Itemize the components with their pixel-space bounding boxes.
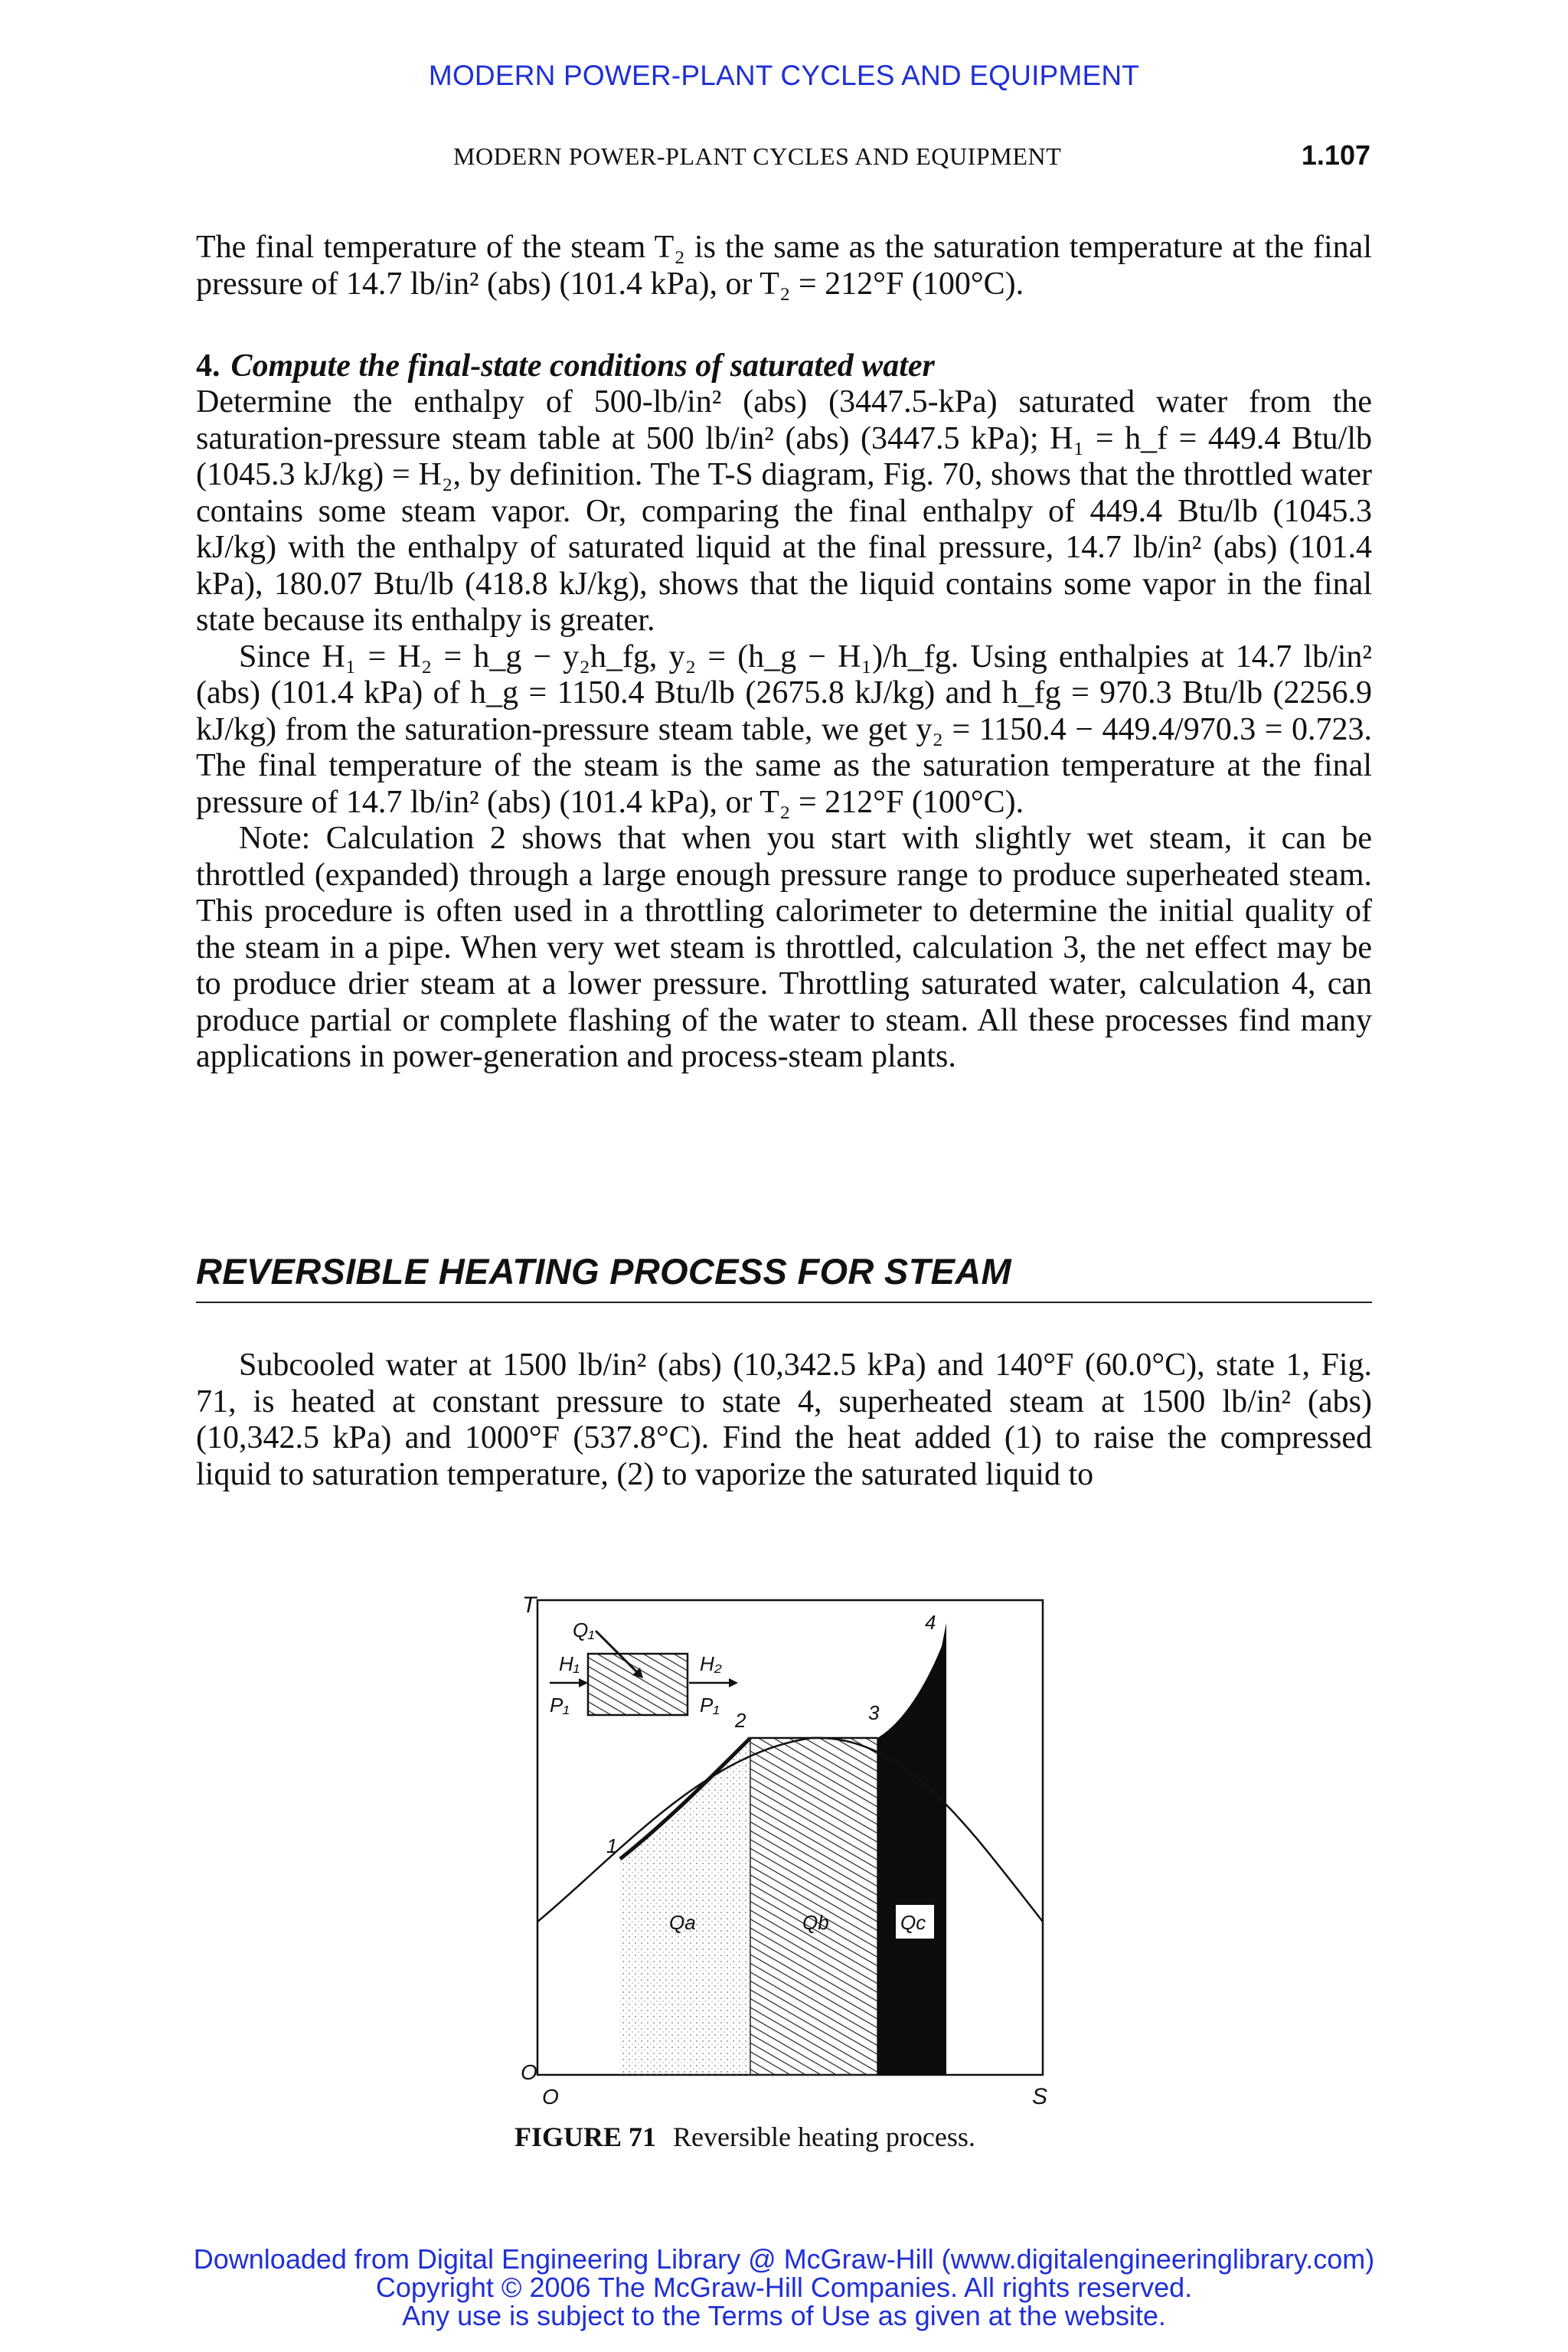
inset-q1: Q₁ xyxy=(573,1619,595,1642)
step-4-body xyxy=(196,384,1372,1076)
axis-label-t: T xyxy=(522,1592,537,1618)
footer-download-line[interactable]: Downloaded from Digital Engineering Library @ McGraw-Hill (www.digitalengineeringlibrary.com) xyxy=(193,2243,1375,2275)
inset-h2: H₂ xyxy=(700,1652,722,1675)
page-number: 1.107 xyxy=(1301,139,1370,171)
region-label-qc: Qc xyxy=(900,1911,926,1934)
section-body xyxy=(196,1348,1372,1493)
origin-label-x: O xyxy=(542,2085,559,2109)
step-4-heading xyxy=(196,348,935,384)
state-label-1: 1 xyxy=(606,1834,618,1857)
region-qc xyxy=(877,1623,946,2075)
paragraph-final-temperature: The final temperature of the steam T₂ is the same as the saturation temperature at the final pressure of 14.7 lb/in² (abs) (101.4 kPa), or T₂ = 212°F (100°C). xyxy=(196,230,1372,302)
figure-caption xyxy=(514,2121,975,2153)
region-label-qb: Qb xyxy=(802,1911,829,1934)
origin-label-y: O xyxy=(521,2060,537,2084)
step-title: Compute the final-state conditions of saturated water xyxy=(230,348,935,384)
figure-number: FIGURE 71 xyxy=(514,2122,657,2152)
running-head: MODERN POWER-PLANT CYCLES AND EQUIPMENT xyxy=(453,142,1062,170)
paragraph-note: Note: Calculation 2 shows that when you start with slightly wet steam, it can be throttled (expanded) through a large enough pressure range to produce superheated steam. This procedure is often used in a throttling calorimeter to determine the initial quality of the steam in a pipe. When very wet steam is throttled, calculation 3, the net effect may be to produce drier steam at a lower pressure. Throttling saturated water, calculation 4, can produce partial or complete flashing of the water to steam. All these processes find many applications in power-generation and process-steam plants. xyxy=(196,821,1372,1074)
region-label-qa: Qa xyxy=(669,1911,696,1934)
figure-caption-text: Reversible heating process. xyxy=(673,2122,975,2152)
axis-label-s: S xyxy=(1032,2084,1048,2109)
paragraph: Subcooled water at 1500 lb/in² (abs) (10,342.5 kPa) and 140°F (60.0°C), state 1, Fig. 71, is heated at constant pressure to state 4, superheated steam at 1500 lb/in² (abs) (10,342.5 kPa) and 1000°F (537.8°C). Find the heat added (1) to raise the compressed liquid to saturation temperature, (2) to vaporize the saturated liquid to xyxy=(196,1348,1372,1492)
inset-p1-out: P₁ xyxy=(700,1694,720,1717)
footer-copyright-line: Copyright © 2006 The McGraw-Hill Companies. All rights reserved. xyxy=(375,2272,1193,2303)
section-heading: REVERSIBLE HEATING PROCESS FOR STEAM xyxy=(196,1250,1372,1303)
state-label-4: 4 xyxy=(925,1611,936,1634)
figure-71-ts-diagram xyxy=(505,1592,1072,2113)
inset-p1-in: P₁ xyxy=(550,1694,570,1717)
paragraph: Determine the enthalpy of 500-lb/in² (abs) (3447.5-kPa) saturated water from the saturation-pressure steam table at 500 lb/in² (abs) (3447.5 kPa); H₁ = h_f = 449.4 Btu/lb (1045.3 kJ/kg) = H₂, by definition. The T-S diagram, Fig. 70, shows that the throttled water contains some steam vapor. Or, comparing the final enthalpy of 449.4 Btu/lb (1045.3 kJ/kg) with the enthalpy of saturated liquid at the final pressure, 14.7 lb/in² (abs) (101.4 kPa), 180.07 Btu/lb (418.8 kJ/kg), shows that the liquid contains some vapor in the final state because its enthalpy is greater. xyxy=(196,384,1372,638)
footer-terms-line[interactable]: Any use is subject to the Terms of Use as given at the website. xyxy=(402,2300,1166,2331)
download-banner: MODERN POWER-PLANT CYCLES AND EQUIPMENT xyxy=(428,60,1140,91)
paragraph: Since H₁ = H₂ = h_g − y₂h_fg, y₂ = (h_g − H₁)/h_fg. Using enthalpies at 14.7 lb/in² (abs) (101.4 kPa) of h_g = 1150.4 Btu/lb (2675.8 kJ/kg) and h_fg = 970.3 Btu/lb (2256.9 kJ/kg) from the saturation-pressure steam table, we get y₂ = 1150.4 − 449.4/970.3 = 0.723. The final temperature of the steam is the same as the saturation temperature at the final pressure of 14.7 lb/in² (abs) (101.4 kPa), or T₂ = 212°F (100°C). xyxy=(196,639,1372,820)
copyright-footer xyxy=(0,2245,1568,2330)
inset-h1: H₁ xyxy=(559,1652,580,1675)
state-label-3: 3 xyxy=(868,1701,880,1724)
region-qa xyxy=(620,1738,750,2075)
step-number: 4. xyxy=(196,348,220,384)
state-label-2: 2 xyxy=(735,1709,746,1732)
region-qb xyxy=(750,1738,877,2075)
throttle-box xyxy=(588,1654,688,1715)
